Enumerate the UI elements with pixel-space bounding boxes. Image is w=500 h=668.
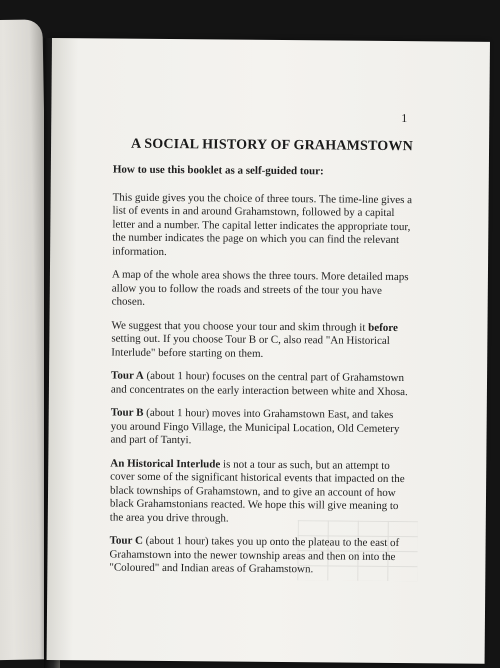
paragraph-interlude [110, 457, 411, 527]
tour-name: Tour C [109, 534, 143, 547]
paragraph-text: A map of the whole area shows the three tours. More detailed maps allow you to follow the roads and streets of the tour you have chosen. [111, 268, 409, 308]
paragraph-text: (about 1 hour) moves into Grahamstown East, and takes you around Fingo Village, the Municipal Location, Old Cemetery and part of Tantyi. [110, 406, 400, 447]
paragraph-suggestion [111, 319, 411, 362]
page-number: 1 [401, 111, 408, 126]
tour-name: Tour B [110, 406, 144, 419]
tour-name: An Historical Interlude [110, 457, 221, 470]
paragraph-text: We suggest that you choose your tour and skim through it [111, 319, 369, 334]
paragraph-text: (about 1 hour) focuses on the central part of Grahamstown and concentrates on the early interaction between white and Xhosa. [110, 369, 408, 398]
paragraph-text: setting out. If you choose Tour B or C, also read "An Historical Interlude" before starting on them. [111, 332, 390, 360]
page-title: A SOCIAL HISTORY OF GRAHAMSTOWN [131, 136, 414, 155]
paragraph-emphasis: before [368, 321, 398, 334]
paragraph-text: This guide gives you the choice of three tours. The time-line gives a list of events in and around Grahamstown, followed by a capital letter and a number. The capital letter indicates the appropriate tour, the number indicates the page on which you can find the relevant information. [112, 191, 413, 258]
section-subheading: How to use this booklet as a self-guided tour: [112, 163, 324, 178]
paragraph-map [112, 269, 412, 312]
right-page [47, 38, 490, 664]
show-through-grid [297, 520, 418, 581]
paragraph-intro [112, 191, 413, 261]
tour-name: Tour A [111, 369, 144, 382]
paragraph-text: is not a tour as such, but an attempt to cover some of the significant historical events that impacted on the black townships of Grahamstown, and to give an account of how black Grahamstonians reacted. We hope this will give meaning to the area you drive through. [109, 457, 405, 525]
paragraph-text: (about 1 hour) takes you up onto the plateau to the east of Grahamstown into the newer township areas and then on into the "Coloured" and Indian areas of Grahamstown. [109, 534, 400, 576]
paragraph-tour-a [111, 370, 411, 400]
paragraph-tour-b [110, 407, 410, 450]
